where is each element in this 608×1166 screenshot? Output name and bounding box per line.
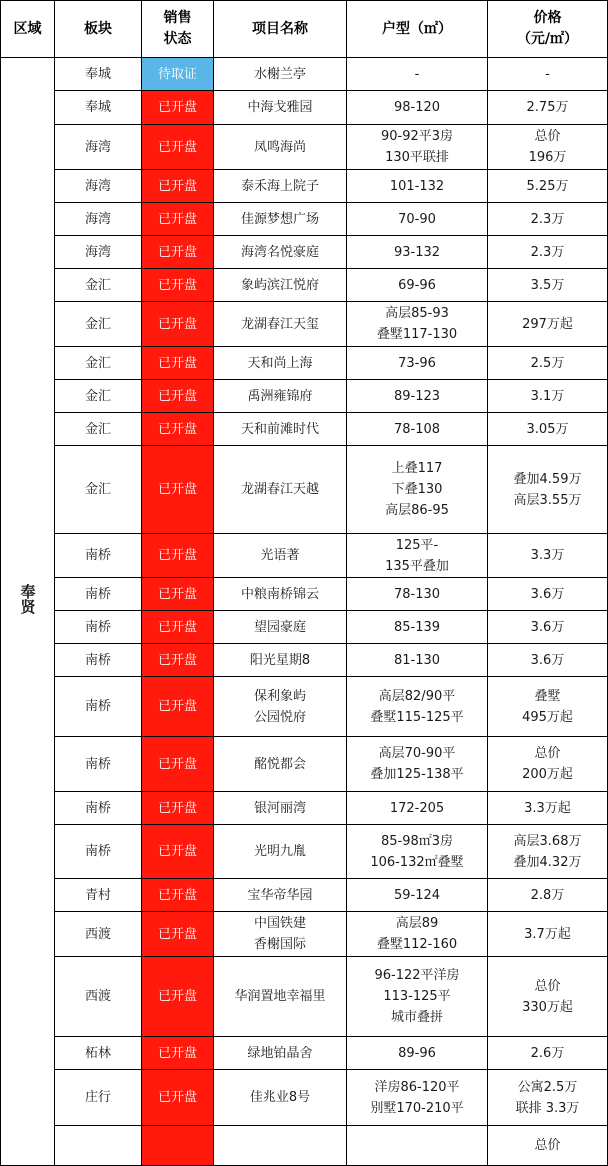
status-badge: 已开盘 <box>142 446 214 534</box>
layout-line: 高层70-90平 <box>378 746 456 761</box>
price-line: 5.25万 <box>526 178 569 194</box>
project-cell <box>214 737 347 792</box>
table-row <box>1 912 608 957</box>
project-line: 禹洲雍锦府 <box>247 388 313 404</box>
price-cell <box>488 912 608 957</box>
price-line: 3.3万起 <box>524 800 571 816</box>
project-line: 佳兆业8号 <box>249 1090 311 1105</box>
status-badge: 已开盘 <box>142 302 214 347</box>
status-badge: 已开盘 <box>142 792 214 825</box>
price-line: 2.5万 <box>530 355 565 371</box>
status-badge: 已开盘 <box>142 825 214 879</box>
price-cell <box>488 825 608 879</box>
project-cell <box>214 1070 347 1126</box>
project-cell <box>214 578 347 611</box>
status-badge: 已开盘 <box>142 413 214 446</box>
block-cell: 青村 <box>55 879 142 912</box>
layout-line: 高层86-95 <box>385 503 449 518</box>
block-cell: 金汇 <box>55 413 142 446</box>
project-line: 华润置地幸福里 <box>234 989 326 1004</box>
table-row <box>1 534 608 578</box>
project-line: 银河丽湾 <box>253 800 306 816</box>
block-cell: 西渡 <box>55 912 142 957</box>
project-line: 天和前滩时代 <box>240 421 319 437</box>
price-line: 总价 <box>534 978 561 994</box>
price-line: 3.6万 <box>530 652 565 668</box>
status-badge: 已开盘 <box>142 170 214 203</box>
project-line: 中国铁建 <box>253 916 306 931</box>
project-line: 阳光星期8 <box>249 652 311 668</box>
project-cell <box>214 91 347 125</box>
layout-line: 69-96 <box>398 277 436 293</box>
project-line: 龙湖春江天玺 <box>240 316 319 332</box>
layout-line: 78-130 <box>393 586 441 602</box>
table-row <box>1 380 608 413</box>
layout-line: 93-132 <box>393 244 441 260</box>
price-line: 495万起 <box>522 709 573 725</box>
layout-cell <box>347 91 488 125</box>
layout-line: 172-205 <box>389 800 445 816</box>
layout-line: 高层82/90平 <box>378 688 456 704</box>
status-badge: 已开盘 <box>142 611 214 644</box>
status-badge: 已开盘 <box>142 879 214 912</box>
layout-line: 叠加125-138平 <box>370 767 464 782</box>
price-line: 2.6万 <box>530 1045 565 1061</box>
status-badge: 已开盘 <box>142 125 214 170</box>
status-badge: 已开盘 <box>142 957 214 1037</box>
project-line: 绿地铂晶舍 <box>247 1045 313 1061</box>
project-line: 光明九胤 <box>253 844 306 859</box>
layout-cell <box>347 912 488 957</box>
layout-line: - <box>414 66 420 82</box>
project-cell <box>214 347 347 380</box>
status-badge: 已开盘 <box>142 737 214 792</box>
layout-line: 125平- <box>395 537 439 553</box>
price-cell <box>488 380 608 413</box>
price-cell <box>488 578 608 611</box>
price-cell <box>488 737 608 792</box>
table-row <box>1 413 608 446</box>
status-badge: 已开盘 <box>142 1037 214 1070</box>
project-cell <box>214 534 347 578</box>
project-line: 天和尚上海 <box>247 355 313 371</box>
layout-cell <box>347 269 488 302</box>
price-cell <box>488 125 608 170</box>
price-cell <box>488 170 608 203</box>
status-badge: 已开盘 <box>142 677 214 737</box>
price-cell <box>488 413 608 446</box>
project-line: 保利象屿 <box>253 688 306 704</box>
table-row <box>1 1037 608 1070</box>
table-row <box>1 737 608 792</box>
layout-cell <box>347 236 488 269</box>
price-line: 公寓2.5万 <box>517 1079 578 1095</box>
block-cell: 南桥 <box>55 737 142 792</box>
layout-cell <box>347 347 488 380</box>
layout-cell <box>347 792 488 825</box>
block-cell: 海湾 <box>55 125 142 170</box>
status-badge <box>142 1126 214 1166</box>
block-cell: 奉城 <box>55 91 142 125</box>
project-cell <box>214 413 347 446</box>
project-cell <box>214 677 347 737</box>
price-line: 3.3万 <box>530 548 565 563</box>
price-line: 2.3万 <box>530 244 565 260</box>
price-line: 2.75万 <box>526 100 569 115</box>
layout-line: 高层85-93 <box>385 306 449 321</box>
status-badge: 已开盘 <box>142 1070 214 1126</box>
header-status <box>142 1 214 58</box>
layout-line: 叠墅117-130 <box>376 327 458 342</box>
layout-line: 别墅170-210平 <box>370 1100 464 1116</box>
block-cell: 金汇 <box>55 269 142 302</box>
layout-cell <box>347 611 488 644</box>
layout-cell <box>347 737 488 792</box>
price-cell <box>488 677 608 737</box>
price-line: 3.6万 <box>530 586 565 602</box>
table-row <box>1 879 608 912</box>
block-cell: 南桥 <box>55 534 142 578</box>
layout-line: 城市叠拼 <box>390 1010 443 1025</box>
block-cell: 金汇 <box>55 446 142 534</box>
price-line: 总价 <box>534 746 561 761</box>
table-row <box>1 347 608 380</box>
project-line: 香榭国际 <box>253 937 306 952</box>
block-cell: 金汇 <box>55 347 142 380</box>
layout-line: 叠墅112-160 <box>376 937 458 952</box>
layout-line: 135平叠加 <box>385 558 449 574</box>
status-badge: 待取证 <box>142 58 214 91</box>
layout-line: 98-120 <box>393 100 441 115</box>
project-line: 中粮南桥锦云 <box>240 586 319 602</box>
header-block: 板块 <box>55 1 142 58</box>
layout-line: 106-132㎡叠墅 <box>370 854 464 870</box>
layout-cell <box>347 578 488 611</box>
layout-line: 下叠130 <box>391 482 443 497</box>
layout-cell <box>347 125 488 170</box>
table-row <box>1 825 608 879</box>
table-row <box>1 957 608 1037</box>
project-cell <box>214 644 347 677</box>
layout-line: 90-92平3房 <box>380 129 454 144</box>
status-badge: 已开盘 <box>142 380 214 413</box>
price-line: 3.05万 <box>526 421 569 437</box>
layout-line: 85-98㎡3房 <box>380 833 454 849</box>
header-layout: 户型（㎡） <box>347 1 488 58</box>
table-header-row <box>1 1 608 58</box>
project-line: 海湾名悦豪庭 <box>240 244 319 260</box>
price-line: 总价 <box>534 1138 561 1153</box>
project-line: 望园豪庭 <box>253 619 306 635</box>
region-label: 奉贤 <box>18 584 37 614</box>
project-cell <box>214 611 347 644</box>
price-line: 2.8万 <box>530 887 565 903</box>
layout-line: 洋房86-120平 <box>374 1079 460 1095</box>
layout-line: 78-108 <box>393 421 441 437</box>
price-line: 叠加4.59万 <box>513 471 582 487</box>
price-line: 3.6万 <box>530 619 565 635</box>
project-line: 宝华帝华园 <box>247 887 313 903</box>
header-region: 区域 <box>1 1 55 58</box>
project-cell <box>214 1037 347 1070</box>
table-row <box>1 1070 608 1126</box>
layout-cell <box>347 203 488 236</box>
price-cell <box>488 879 608 912</box>
block-cell: 南桥 <box>55 792 142 825</box>
status-badge: 已开盘 <box>142 347 214 380</box>
region-cell <box>1 58 55 1166</box>
layout-line: 59-124 <box>393 887 441 903</box>
layout-cell <box>347 677 488 737</box>
layout-cell <box>347 1037 488 1070</box>
block-cell: 金汇 <box>55 380 142 413</box>
project-cell <box>214 446 347 534</box>
project-cell <box>214 380 347 413</box>
table-row <box>1 792 608 825</box>
price-cell <box>488 1070 608 1126</box>
layout-line: 叠墅115-125平 <box>370 709 464 725</box>
price-cell <box>488 58 608 91</box>
project-cell <box>214 125 347 170</box>
project-line: 佳源梦想广场 <box>240 211 319 227</box>
price-line: - <box>545 66 550 82</box>
price-line: 196万 <box>528 150 567 165</box>
layout-cell <box>347 825 488 879</box>
header-status-line: 状态 <box>163 31 192 47</box>
layout-line: 70-90 <box>398 211 436 227</box>
layout-cell <box>347 170 488 203</box>
block-cell: 奉城 <box>55 58 142 91</box>
block-cell: 南桥 <box>55 677 142 737</box>
block-cell: 南桥 <box>55 578 142 611</box>
header-price-line: （元/㎡） <box>516 31 579 47</box>
block-cell: 南桥 <box>55 644 142 677</box>
price-cell <box>488 534 608 578</box>
project-cell <box>214 203 347 236</box>
layout-line: 96-122平洋房 <box>374 968 460 983</box>
block-cell: 柘林 <box>55 1037 142 1070</box>
block-cell <box>55 1126 142 1166</box>
table-row <box>1 203 608 236</box>
table-row <box>1 236 608 269</box>
price-cell <box>488 1037 608 1070</box>
table-row <box>1 58 608 91</box>
table-row <box>1 446 608 534</box>
status-badge: 已开盘 <box>142 269 214 302</box>
price-line: 高层3.68万 <box>513 833 582 849</box>
layout-line: 81-130 <box>393 652 441 668</box>
price-line: 联排 3.3万 <box>515 1100 580 1116</box>
layout-cell <box>347 1070 488 1126</box>
project-cell <box>214 302 347 347</box>
table-row <box>1 677 608 737</box>
price-cell <box>488 203 608 236</box>
price-line: 高层3.55万 <box>513 492 582 508</box>
price-cell <box>488 792 608 825</box>
block-cell: 南桥 <box>55 611 142 644</box>
price-line: 叠加4.32万 <box>513 854 582 870</box>
price-line: 叠墅 <box>534 688 561 704</box>
price-cell <box>488 347 608 380</box>
price-cell <box>488 644 608 677</box>
price-cell <box>488 611 608 644</box>
price-cell <box>488 91 608 125</box>
project-line: 泰禾海上院子 <box>240 178 319 194</box>
price-cell <box>488 446 608 534</box>
table-row <box>1 578 608 611</box>
block-cell: 南桥 <box>55 825 142 879</box>
price-cell <box>488 1126 608 1166</box>
project-line: 龙湖春江天越 <box>240 482 319 497</box>
layout-line: 113-125平 <box>383 989 451 1004</box>
header-price-line: 价格 <box>533 10 562 26</box>
project-cell <box>214 879 347 912</box>
layout-cell <box>347 1126 488 1166</box>
header-project: 项目名称 <box>214 1 347 58</box>
header-status-line: 销售 <box>163 10 192 26</box>
price-cell <box>488 957 608 1037</box>
header-price <box>488 1 608 58</box>
layout-cell <box>347 302 488 347</box>
layout-line: 89-123 <box>393 388 441 404</box>
table-row <box>1 125 608 170</box>
project-line: 酩悦都会 <box>253 756 306 772</box>
table-row <box>1 611 608 644</box>
price-cell <box>488 269 608 302</box>
layout-cell <box>347 644 488 677</box>
project-line: 光语著 <box>260 548 300 563</box>
project-cell <box>214 269 347 302</box>
price-line: 297万起 <box>522 316 573 332</box>
layout-cell <box>347 413 488 446</box>
project-cell <box>214 236 347 269</box>
project-line: 象屿滨江悦府 <box>240 277 319 293</box>
layout-line: 101-132 <box>389 178 445 194</box>
price-line: 2.3万 <box>530 211 565 227</box>
project-line: 公园悦府 <box>253 709 306 725</box>
project-cell <box>214 170 347 203</box>
project-cell <box>214 1126 347 1166</box>
price-line: 330万起 <box>522 999 573 1015</box>
project-cell <box>214 957 347 1037</box>
price-line: 200万起 <box>522 767 573 782</box>
table-row <box>1 644 608 677</box>
layout-line: 89-96 <box>398 1045 436 1061</box>
layout-cell <box>347 957 488 1037</box>
project-cell <box>214 792 347 825</box>
price-line: 总价 <box>534 129 561 144</box>
price-line: 3.7万起 <box>524 926 571 942</box>
layout-cell <box>347 380 488 413</box>
block-cell: 海湾 <box>55 203 142 236</box>
table-row <box>1 302 608 347</box>
price-cell <box>488 236 608 269</box>
layout-line: 85-139 <box>393 619 441 635</box>
project-cell <box>214 58 347 91</box>
price-cell <box>488 302 608 347</box>
layout-line: 上叠117 <box>391 461 443 476</box>
project-cell <box>214 825 347 879</box>
status-badge: 已开盘 <box>142 203 214 236</box>
price-line: 3.5万 <box>530 277 565 293</box>
project-cell <box>214 912 347 957</box>
block-cell: 海湾 <box>55 236 142 269</box>
layout-cell <box>347 58 488 91</box>
layout-line: 高层89 <box>395 916 439 931</box>
status-badge: 已开盘 <box>142 644 214 677</box>
table-row <box>1 170 608 203</box>
project-line: 中海戈雅园 <box>247 100 313 115</box>
price-line: 3.1万 <box>530 388 565 404</box>
project-line: 凤鸣海尚 <box>253 139 306 155</box>
layout-line: 130平联排 <box>385 150 449 165</box>
table-row <box>1 269 608 302</box>
layout-cell <box>347 534 488 578</box>
status-badge: 已开盘 <box>142 534 214 578</box>
status-badge: 已开盘 <box>142 91 214 125</box>
layout-line: 73-96 <box>398 355 436 371</box>
project-line: 水榭兰亭 <box>253 66 306 82</box>
block-cell: 海湾 <box>55 170 142 203</box>
table-row <box>1 91 608 125</box>
status-badge: 已开盘 <box>142 236 214 269</box>
status-badge: 已开盘 <box>142 578 214 611</box>
layout-cell <box>347 879 488 912</box>
table-row <box>1 1126 608 1166</box>
block-cell: 庄行 <box>55 1070 142 1126</box>
status-badge: 已开盘 <box>142 912 214 957</box>
block-cell: 金汇 <box>55 302 142 347</box>
block-cell: 西渡 <box>55 957 142 1037</box>
layout-cell <box>347 446 488 534</box>
